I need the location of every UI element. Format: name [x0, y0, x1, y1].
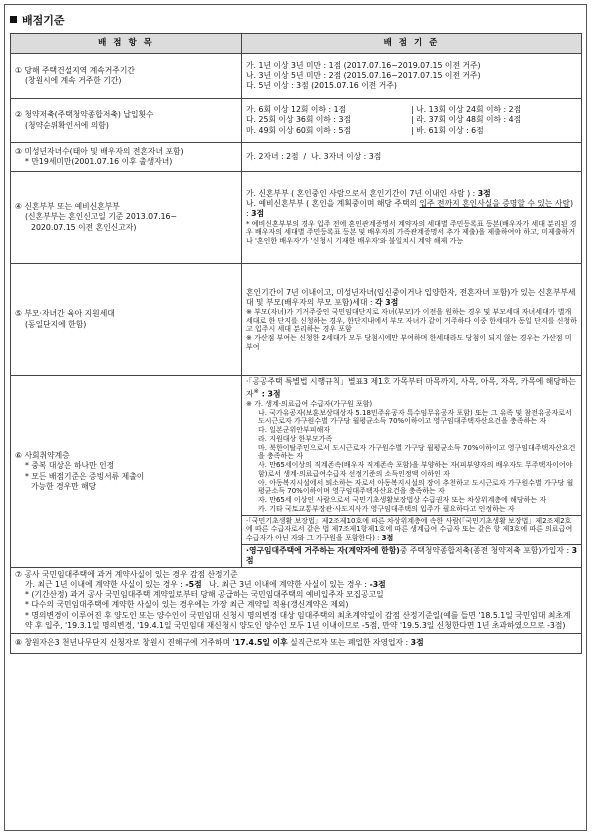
criteria-cell: 가. 6회 이상 12회 이하 : 1점 | 나. 13회 이상 24회 이하 : 2점 다. 25회 이상 36회 이하 : 3점 | 라. 37회 이상 48회 이하 : 4점 마. 49회 이상 60회 이하 : 5점 | 바. 61회 이상 : 6점: [242, 99, 582, 143]
table-row-residence: [11, 54, 582, 99]
vulnerable-sublist: 나. 국가유공자(보훈보상대상자 5.18민주유공자 특수임무유공자 포함) 또는 그 유족 및 참전유공자로서 도시근로자 가구원수별 가구당 월평균소득 70%이하이고 영구임대주택자산요건을 충족하는 자 다. 일본군위안부피해자 라. 지원대상 한부모가족 마. 북한이탈주민으로서 도시근로자 가구원수별 가구당 월평균소득 70%이하이고 영구임대주택자산요건을 충족하는 자 사. 만65세이상의 직계존속(배우자 직계존속 포함)을 부양하는 자(피부양자의 배우자도 무주택자이어야 함)로서 생계·의료급여수급자 선정기준의 소득인정액 이하인 자 아. 아동복지시설에서 퇴소하는 자로서 아동복지시설의 장이 추천하고 도시근로자 가구원수별 가구당 월평균소득 70%이하이며 영구임대주택자산요건을 충족하는 자 자. 만65세 이상인 사람으로서 국민기초생활보장법상 수급권자 또는 차상위계층에 해당하는 자 카. 기타 국토교통부장관·사도지사가 영구임대주택의 입주가 필요하다고 인정하는 자: [258, 408, 576, 513]
item-cell: ⑥ 사회취약계층 * 중복 대상은 하나만 인정 * 모든 배점기준은 증빙서류 제출이 가능한 경우만 해당: [11, 376, 242, 568]
square-bullet-icon: [10, 16, 17, 23]
table-row-newlyweds: [11, 172, 582, 264]
table-row-savings: [11, 99, 582, 143]
table-row-penalty: [11, 568, 582, 634]
item-label: 당해 주택건설지역 계속거주기간: [24, 65, 135, 75]
item-cell: ⑤ 부모·자녀간 육아 지원세대 (동일단지에 한함): [11, 264, 242, 376]
header-item: 배 점 항 목: [11, 34, 242, 54]
criteria-cell: 가. 2자녀 : 2점 / 나. 3자녀 이상 : 3점: [242, 143, 582, 172]
vulnerable-part-1: ·「공공주택 특별법 시행규칙」별표3 제1호 가목부터 마목까지, 사목, 아목, 자목, 카목에 해당하는 자※ : 3점 ※ 가. 생계·의료급여 수급자(가구원 포함) 나. 국가유공자(보훈보상대상자 5.18민주유공자 특수임무유공자 포함) 또는 그 유족 및 참전유공자로서 도시근로자 가구원수별 가구당 월평균소득 70%이하이고 영구임대주택자산요건을 충족하는 자 다. 일본군위안부피해자 라. 지원대상 한부모가족 마. 북한이탈주민으로서 도시근로자 가구원수별 가구당 월평균소득 70%이하이고 영구임대주택자산요건을 충족하는 자 사. 만65세이상의 직계존속(배우자 직계존속 포함)을 부양하는 자(피부양자의 배우자도 무주택자이어야 함)로서 생계·의료급여수급자 선정기준의 소득인정액 이하인 자 아. 아동복지시설에서 퇴소하는 자로서 아동복지시설의 장이 추천하고 도시근로자 가구원수별 가구당 월평균소득 70%이하이며 영구임대주택자산요건을 충족하는 자 자. 만65세 이상인 사람으로서 국민기초생활보장법상 수급권자 또는 차상위계층에 해당하는 자 카. 기타 국토교통부장관·사도지사가 영구임대주택의 입주가 필요하다고 인정하는 자: [246, 377, 576, 513]
vulnerable-part-3: ·영구임대주택에 거주하는 자(계약자에 한함)중 주택청약종합저축(종전 청약저축 포함)가입자 : 3점: [242, 544, 581, 567]
table-row-parenting: [11, 264, 582, 376]
item-cell: ① 당해 주택건설지역 계속거주기간 (창원시에 계속 거주한 기간): [11, 54, 242, 99]
criteria-cell: [242, 376, 582, 568]
section-title: 배점기준: [10, 12, 65, 28]
item-cell: ③ 미성년자녀수(태아 및 배우자의 전혼자녀 포함) * 만19세미만(2001.07.16 이후 출생자녀): [11, 143, 242, 172]
table-header-row: [11, 34, 582, 54]
criteria-cell: 가. 신혼부부 ( 혼인중인 사람으로서 혼인기간이 7년 이내인 사람 ) : 3점 나. 예비신혼부부 ( 혼인을 계획중이며 해당 주택의 입주 전까지 혼인사실을 증명할 수 있는 사람) : 3점 * 예비신혼부부의 경우 입주 전에 혼인관계증명서 계약자의 세대별 주민등록표 등본(배우자가 세대 분리된 경우 배우자의 세대별 주민등록표 등본 및 배우자의 가족관계증명서 추가 제출)을 제출하여야 하고, 미제출하거나 '혼인한 배우자'가 '신청시 기재한 배우자'와 불일치시 계약 해제 가능: [242, 172, 582, 264]
table-row-vulnerable: [11, 376, 582, 568]
criteria-cell: 혼인기간이 7년 이내이고, 미성년자녀(임신중이거나 입양한자, 전혼자녀 포함)가 있는 신혼부부세대 및 부모(배우자의 부모 포함)세대 : 각 3점 ※ 부모(자녀)가 기거주중인 국민임대단지로 자녀(부모)가 이전을 원하는 경우 및 부모세대 자녀세대가 별개 세대로 한 단지를 신청하는 경우, 한단지내에서 부모 자녀가 같이 거주하다 이중 한세대가 동일 단지를 신청하고 입주시 세대 분리하는 경우 포함 ※ 가산점 부여는 신청한 2세대가 모두 당첨시에만 부여하며 한세대라도 당첨이 되지 않는 경우는 가산점 미부여: [242, 264, 582, 376]
header-criteria: 배 점 기 준: [242, 34, 582, 54]
item-cell: ② 청약저축(주택청약종합저축) 납입횟수 (청약순위확인서에 의함): [11, 99, 242, 143]
criteria-cell: 가. 1년 이상 3년 미만 : 1점 (2017.07.16~2019.07.15 이전 거주) 나. 3년 이상 5년 미만 : 2점 (2015.07.16~2017.07.15 이전 거주) 다. 5년 이상 : 3점 (2015.07.16 이전 거주): [242, 54, 582, 99]
penalty-cell: ⑦ 공사 국민임대주택에 과거 계약사실이 있는 경우 감점 산정기준 가. 최근 1년 이내에 계약한 사실이 있는 경우 : -5점 나. 최근 3년 이내에 계약한 사실이 있는 경우 : -3점 * (기간산정) 과거 공사 국민임대주택 계약일로부터 당해 공급하는 국민임대주택의 예비입주자 모집공고일 * 다수의 국민임대주택에 계약한 사실이 있는 경우에는 가장 최근 계약일 적용(갱신계약은 제외) * 명의변경이 이루어진 후 양도인 또는 양수인이 국민임대 신청시 명의변경 대상 임대주택의 최초계약일이 감점 산정기준일(예를 들면 '18.5.1일 국민임대 최초계약 후 입주, '19.3.1일 명의변경, '19.4.1일 국민임대 재신청시 양도인 양수인 모두 1년 이내이므로 -5점, 만약 '19.5.3일 신청한다면 1년 초과하였으므로 -3점): [11, 568, 582, 634]
table-row-unemployed: [11, 633, 582, 653]
vulnerable-part-2: ·「국민기초생활 보장법」제2조제10호에 따른 차상위계층에 속한 사람(「국민기초생활 보장법」제2조제2호에 따른 수급자로서 같은 법 제7조제1항제1호에 따른 생계급여 수급자 또는 같은 항 제3호에 따른 의료급여수급자가 아닌 자와 그 가구원을 포함한다) : 3점: [242, 515, 581, 544]
item-cell: ④ 신혼부부 또는 예비신혼부부 (신혼부부는 혼인신고일 기준 2013.07.16~ 2020.07.15 이전 혼인신고자): [11, 172, 242, 264]
unemployed-cell: ⑧ 창원자은3 천년나무단지 신청자로 창원시 진해구에 거주하며 '17.4.5일 이후 실직근로자 또는 폐업한 자영업자 : 3점: [11, 633, 582, 653]
scoring-table: [10, 33, 582, 654]
table-row-children: [11, 143, 582, 172]
